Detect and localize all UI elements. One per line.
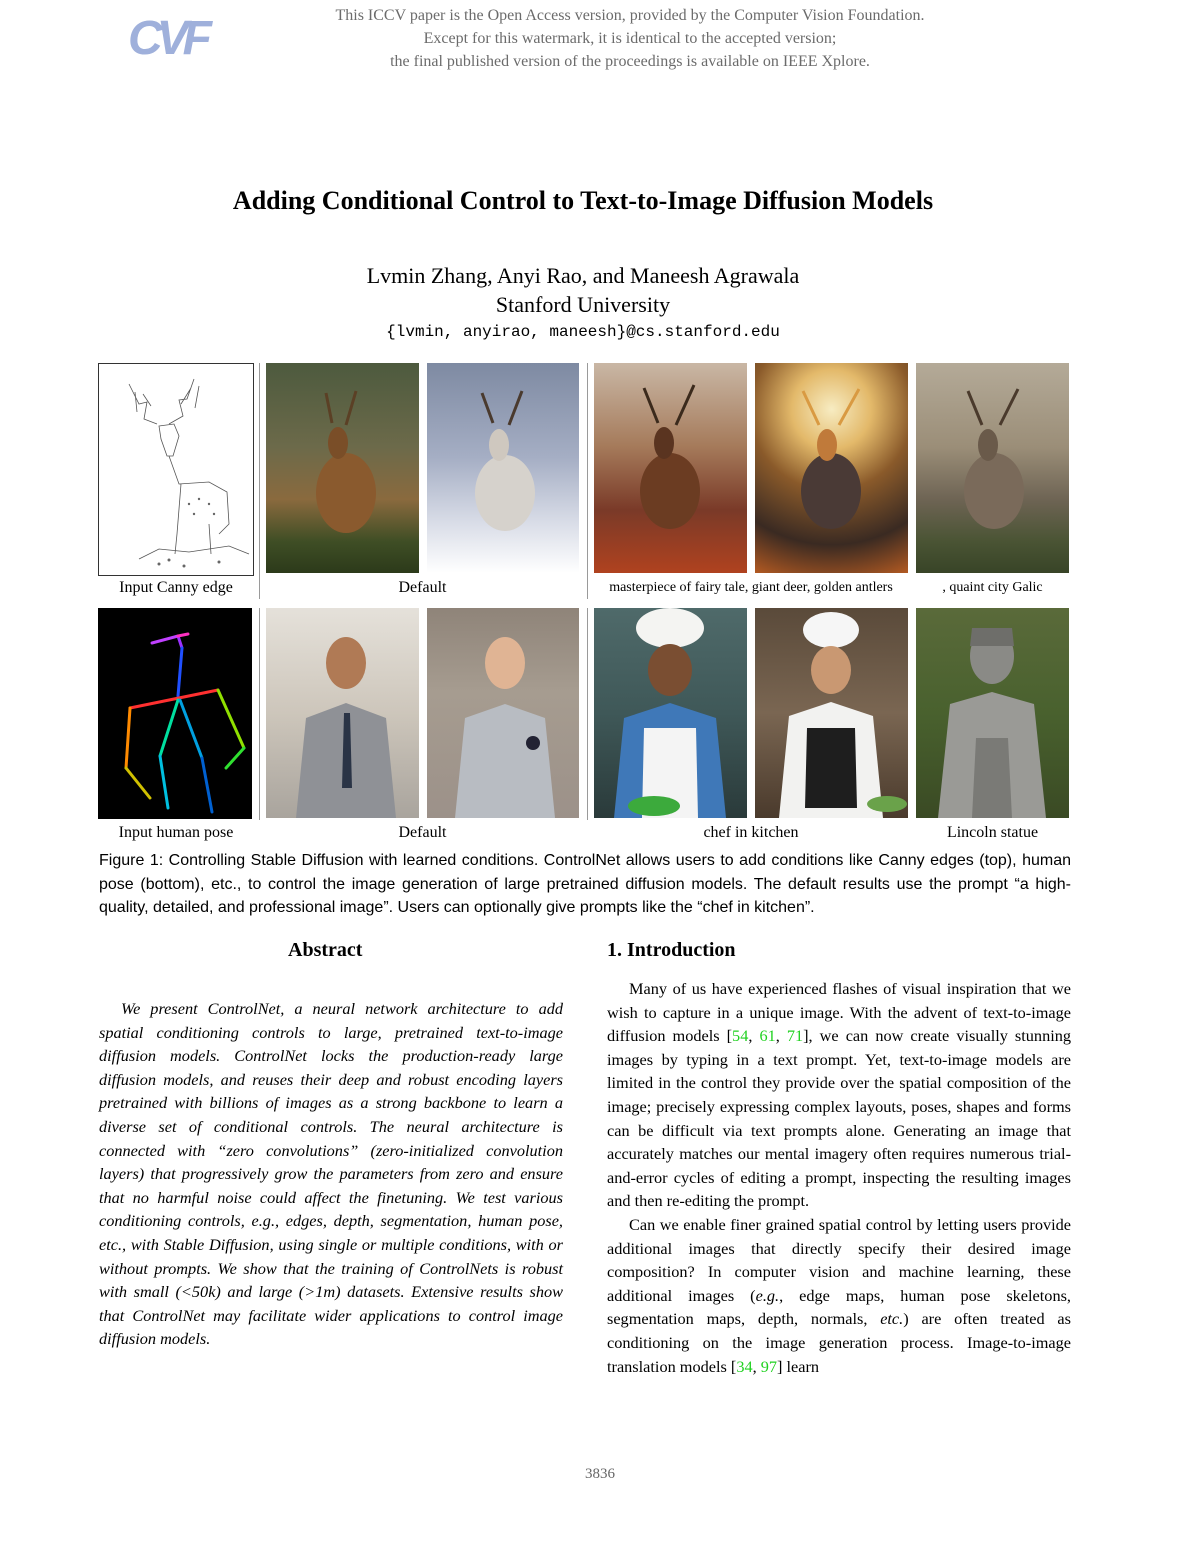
caption-default-top: Default [398, 579, 447, 596]
introduction-heading: 1. Introduction [607, 939, 736, 961]
watermark-notice [230, 4, 1030, 73]
boy-default-image [427, 608, 579, 818]
paper-affiliation: Stanford University [495, 292, 671, 317]
paper-email: {lvmin, anyirao, maneesh}@cs.stanford.edu [386, 323, 780, 341]
citation-link[interactable]: 54 [732, 1026, 749, 1046]
intro-text: ) are often treated as conditioning on the image generation process. Image-to-image translation models [ [607, 1309, 1071, 1376]
watermark-line: Except for this watermark, it is identical to the accepted version; [423, 30, 837, 47]
citation-link[interactable]: 97 [760, 1356, 778, 1376]
deer-golden-antlers-image [755, 363, 908, 573]
intro-text: Can we enable finer grained spatial control by letting users provide additional images that directly specify their desired image composition? In computer vision and machine learning, these additional images ( [607, 1214, 1071, 1305]
intro-text: , edge maps, human pose skeletons, segmentation maps, depth, normals, [607, 1285, 1071, 1329]
abstract-heading: Abstract [288, 939, 363, 961]
canny-edge-input-image [98, 363, 254, 576]
man-default-image [266, 608, 419, 818]
paper-authors: Lvmin Zhang, Anyi Rao, and Maneesh Agrawala [366, 263, 800, 288]
intro-text: ] learn [777, 1356, 820, 1376]
citation-link[interactable]: 71 [786, 1026, 804, 1046]
figure-separator [259, 608, 260, 820]
watermark-line: This ICCV paper is the Open Access version, provided by the Computer Vision Foundation. [335, 7, 925, 24]
figure-separator [587, 608, 588, 820]
deer-default-forest-image [266, 363, 419, 573]
figure-separator [259, 363, 260, 599]
caption-fairy-tale: masterpiece of fairy tale, giant deer, golden antlers [609, 580, 893, 595]
intro-text: Many of us have experienced flashes of visual inspiration that we wish to capture in a unique image. With the advent of text-to-image diffusion models [ [607, 979, 1071, 1046]
caption-input-canny-edge: Input Canny edge [119, 579, 233, 596]
abstract-text: We present ControlNet, a neural network architecture to add spatial conditioning controls to large, pretrained text-to-image diffusion models. ControlNet locks the production-ready large diffusion models, and reuses their deep and robust encoding layers pretrained with billions of images as a strong backbone to learn a diverse set of conditional controls. The neural architecture is connected with “zero convolutions” (zero-initialized convolution layers) that progressively grow the parameters from zero and ensure that no harmful noise could affect the finetuning. We test various conditioning controls, e.g., edges, depth, segmentation, human pose, etc., with Stable Diffusion, using single or multiple conditions, with or without prompts. We show that the training of ControlNets is robust with small (<50k) and large (>1m) datasets. Extensive results show that ControlNet may facilitate wider applications to control image diffusion models. [99, 999, 563, 1349]
figure-caption: Figure 1: Controlling Stable Diffusion with learned conditions. ControlNet allows users to add conditions like Canny edges (top), human pose (bottom), etc., to control the image generation of large pretrained diffusion models. The default results use the prompt “a high-quality, detailed, and professional image”. Users can optionally give prompts like the “chef in kitchen”. [99, 852, 1071, 916]
cvf-logo-text: CVF [128, 12, 206, 65]
figure-separator [587, 363, 588, 599]
caption-input-human-pose: Input human pose [118, 824, 234, 841]
page-number: 3836 [585, 1466, 615, 1482]
caption-quaint-city: , quaint city Galic [942, 580, 1043, 595]
intro-text: etc. [880, 1309, 904, 1329]
citation-link[interactable]: 61 [759, 1026, 776, 1046]
human-pose-input-image [98, 608, 252, 819]
caption-chef-in-kitchen: chef in kitchen [703, 824, 799, 841]
intro-text: ], we can now create visually stunning images by typing in a text prompt. Yet, text-to-image models are limited in the control they provide over the spatial composition of the image; precisely expressing complex layouts, poses, shapes and forms can be difficult via text prompts alone. Generating an image that accurately matches our mental imagery often requires numerous trial-and-error cycles of editing a prompt, inspecting the resulting images and then re-editing the prompt. [607, 1026, 1072, 1211]
cvf-logo [128, 10, 220, 68]
paper-title: Adding Conditional Control to Text-to-Image Diffusion Models [232, 186, 934, 215]
chef-kitchen-image-1 [594, 608, 747, 818]
intro-paragraph-1: Many of us have experienced flashes of visual inspiration that we wish to capture in a unique image. With the advent of text-to-image diffusion models [54, 61, 71], we can now create visually stunning images by typing in a text prompt. Yet, text-to-image models are limited in the control they provide over the spatial composition of the image; precisely expressing complex layouts, poses, shapes and forms can be difficult via text prompts alone. Generating an image that accurately matches our mental imagery often requires numerous trial-and-error cycles of editing a prompt, inspecting the resulting images and then re-editing the prompt. [607, 979, 1072, 1211]
deer-quaint-city-image [916, 363, 1069, 573]
chef-kitchen-image-2 [755, 608, 908, 818]
intro-text: e.g. [755, 1285, 780, 1305]
lincoln-statue-image [916, 608, 1069, 818]
watermark-line: the final published version of the proceedings is available on IEEE Xplore. [390, 53, 870, 70]
caption-lincoln-statue: Lincoln statue [946, 824, 1039, 841]
deer-fairy-tale-image [594, 363, 747, 573]
caption-default-bottom: Default [398, 824, 447, 841]
intro-paragraph-2: Can we enable finer grained spatial control by letting users provide additional images that directly specify their desired image composition? In computer vision and machine learning, these additional images (e.g., edge maps, human pose skeletons, segmentation maps, depth, normals, etc.) are often treated as conditioning on the image generation process. Image-to-image translation models [34, 97] learn [607, 1214, 1071, 1376]
deer-default-snow-image [427, 363, 579, 573]
introduction-body [607, 977, 1071, 1378]
citation-link[interactable]: 34 [736, 1356, 753, 1376]
